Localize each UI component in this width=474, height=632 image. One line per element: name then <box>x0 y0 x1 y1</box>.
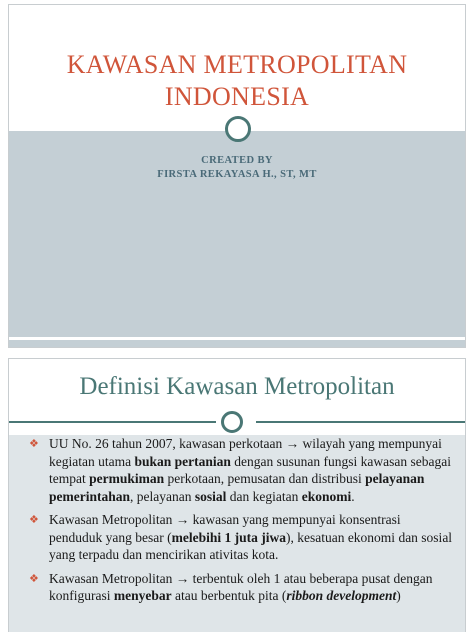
diamond-bullet-icon: ❖ <box>29 438 39 450</box>
bullet-text-segment: melebihi 1 juta jiwa <box>171 529 286 545</box>
diamond-bullet-icon: ❖ <box>29 514 39 526</box>
ring-ornament-icon <box>225 116 251 142</box>
bullet-item <box>27 570 455 605</box>
credit-label: CREATED BY <box>201 155 273 166</box>
bullet-text-segment: perkotaan, pemusatan dan distribusi <box>164 471 366 486</box>
bullet-text-segment: ribbon development <box>286 588 397 603</box>
title-rule-left <box>9 421 216 423</box>
bullet-item <box>27 511 455 564</box>
title-rule-right <box>256 421 466 423</box>
bullet-text-segment: permukiman <box>89 471 165 486</box>
author-credit <box>9 154 465 182</box>
bullet-text-segment: ekonomi <box>301 488 352 504</box>
bullet-text-segment: . <box>351 488 355 504</box>
bullet-text-segment: atau berbentuk pita ( <box>171 588 287 603</box>
bullet-text-segment: ), kesatuan ekonomi dan sosial yang terpadu dan mencirikan ativitas kota. <box>49 529 453 562</box>
title-slide <box>8 4 466 348</box>
bullet-text-segment: bukan pertanian <box>134 453 231 469</box>
bullet-text-segment: dan kegiatan <box>226 488 302 504</box>
bullet-text-segment: Kawasan Metropolitan → kawasan yang mempunyai konsentrasi penduduk yang besar ( <box>49 512 401 545</box>
bullet-text-segment: UU No. 26 tahun 2007, kawasan perkotaan → wilayah yang mempunyai kegiatan utama <box>49 436 442 469</box>
slide-title <box>9 49 465 113</box>
bullet-list <box>27 435 455 611</box>
ring-ornament-icon <box>221 411 243 433</box>
author-name: FIRSTA REKAYASA H., ST, MT <box>157 169 317 180</box>
slide-title-line-2: INDONESIA <box>164 82 310 111</box>
definition-slide-title: Definisi Kawasan Metropolitan <box>79 373 395 400</box>
bullet-text-segment: , pelayanan <box>130 488 195 504</box>
diamond-bullet-icon: ❖ <box>29 572 39 585</box>
bullet-text-segment: sosial <box>194 488 227 504</box>
bullet-text-segment: dengan susunan fungsi kawasan sebagai tempat <box>49 453 451 486</box>
bullet-text-segment: Kawasan Metropolitan → terbentuk oleh 1 atau beberapa pusat dengan konfigurasi <box>49 570 433 603</box>
slide-title-line-1: KAWASAN METROPOLITAN <box>66 50 408 79</box>
bullet-text-segment: ) <box>396 588 401 603</box>
bullet-text-segment: menyebar <box>113 588 172 603</box>
footer-band <box>9 337 465 348</box>
bullet-item <box>27 435 455 505</box>
bullet-text-segment: pelayanan pemerintahan <box>49 471 425 504</box>
definition-slide <box>8 358 466 632</box>
